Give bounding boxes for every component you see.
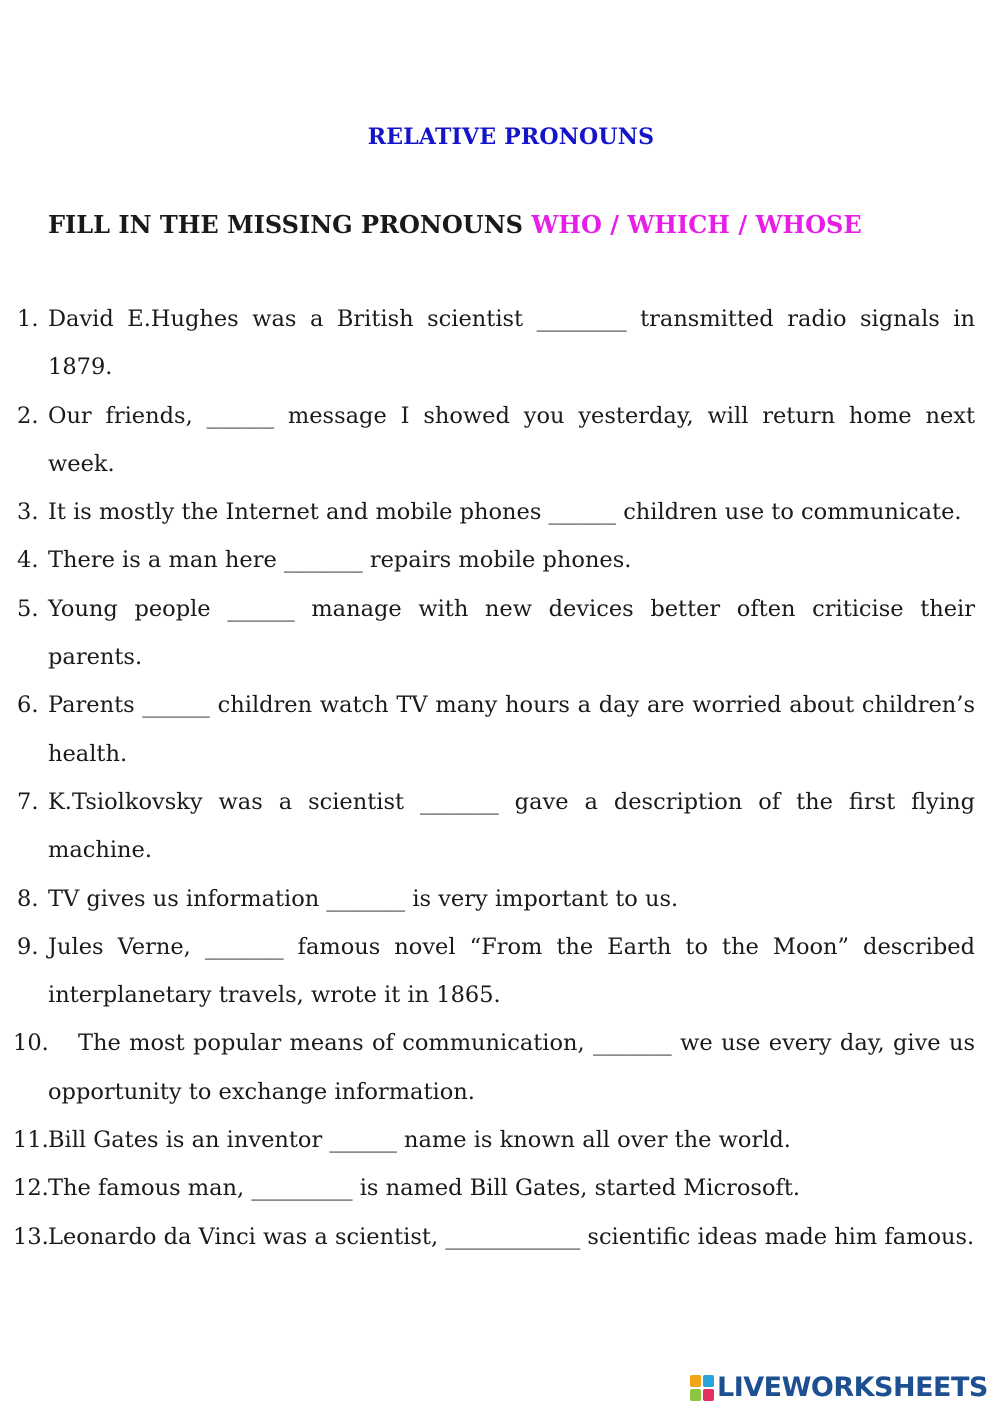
item-number: 7. (17, 788, 39, 815)
item-number: 9. (17, 933, 39, 960)
exercise-item-4 (0, 536, 975, 584)
exercise-item-12 (0, 1164, 975, 1212)
item-number: 1. (17, 306, 39, 332)
item-text: Young people ______ manage with new devices better often criticise their parents. (48, 595, 975, 671)
exercise-list (0, 295, 975, 1261)
logo-tile-icon (703, 1389, 714, 1401)
item-text: Leonardo da Vinci was a scientist, ____________ scientific ideas made him famous. (48, 1223, 975, 1250)
item-text: The most popular means of communication, _______ we use every day, give us opportunity to exchange information. (48, 1030, 975, 1105)
item-number: 12. (13, 1175, 49, 1202)
item-text: It is mostly the Internet and mobile phones ______ children use to communicate. (48, 499, 962, 526)
item-text: Bill Gates is an inventor ______ name is known all over the world. (48, 1127, 791, 1154)
exercise-item-11 (0, 1116, 975, 1164)
logo-text: LIVEWORKSHEETS (717, 1372, 988, 1403)
item-text: The famous man, _________ is named Bill Gates, started Microsoft. (48, 1175, 801, 1202)
item-number: 6. (17, 692, 39, 719)
item-number: 10. (13, 1030, 49, 1057)
item-number: 8. (17, 885, 39, 912)
item-number: 11. (13, 1127, 49, 1154)
logo-tile-icon (690, 1375, 701, 1387)
exercise-item-7 (0, 778, 975, 875)
item-number: 4. (17, 547, 39, 574)
exercise-item-6 (0, 681, 975, 778)
exercise-item-9 (0, 923, 975, 1020)
worksheet-title: RELATIVE PRONOUNS (367, 124, 655, 150)
item-number: 3. (17, 499, 39, 526)
exercise-item-5 (0, 585, 975, 682)
item-text: Our friends, ______ message I showed you yesterday, will return home next week. (48, 402, 975, 477)
item-text: Parents ______ children watch TV many hours a day are worried about children’s health. (48, 692, 975, 767)
instruction-lead: FILL IN THE MISSING PRONOUNS (48, 210, 523, 239)
exercise-item-10 (0, 1019, 975, 1116)
exercise-item-2 (0, 392, 975, 489)
exercise-item-3 (0, 488, 975, 536)
item-text: David E.Hughes was a British scientist ________ transmitted radio signals in 1879. (48, 306, 975, 381)
item-text: K.Tsiolkovsky was a scientist _______ gave a description of the first flying machine. (48, 788, 975, 864)
instruction-heading (48, 210, 862, 239)
item-text: There is a man here _______ repairs mobile phones. (48, 547, 632, 574)
item-number: 13. (13, 1223, 49, 1250)
logo-tile-icon (703, 1375, 714, 1387)
item-text: TV gives us information _______ is very important to us. (48, 885, 679, 912)
logo-tile-icon (690, 1389, 701, 1401)
item-number: 2. (17, 402, 39, 429)
item-number: 5. (17, 595, 39, 622)
liveworksheets-logo (690, 1372, 988, 1403)
pronoun-options: WHO / WHICH / WHOSE (531, 210, 862, 239)
exercise-item-1 (0, 295, 975, 392)
exercise-item-13 (0, 1213, 975, 1261)
liveworksheets-logo-icon (690, 1375, 714, 1401)
exercise-item-8 (0, 875, 975, 923)
item-text: Jules Verne, _______ famous novel “From the Earth to the Moon” described interplanetary travels, wrote it in 1865. (48, 933, 975, 1009)
